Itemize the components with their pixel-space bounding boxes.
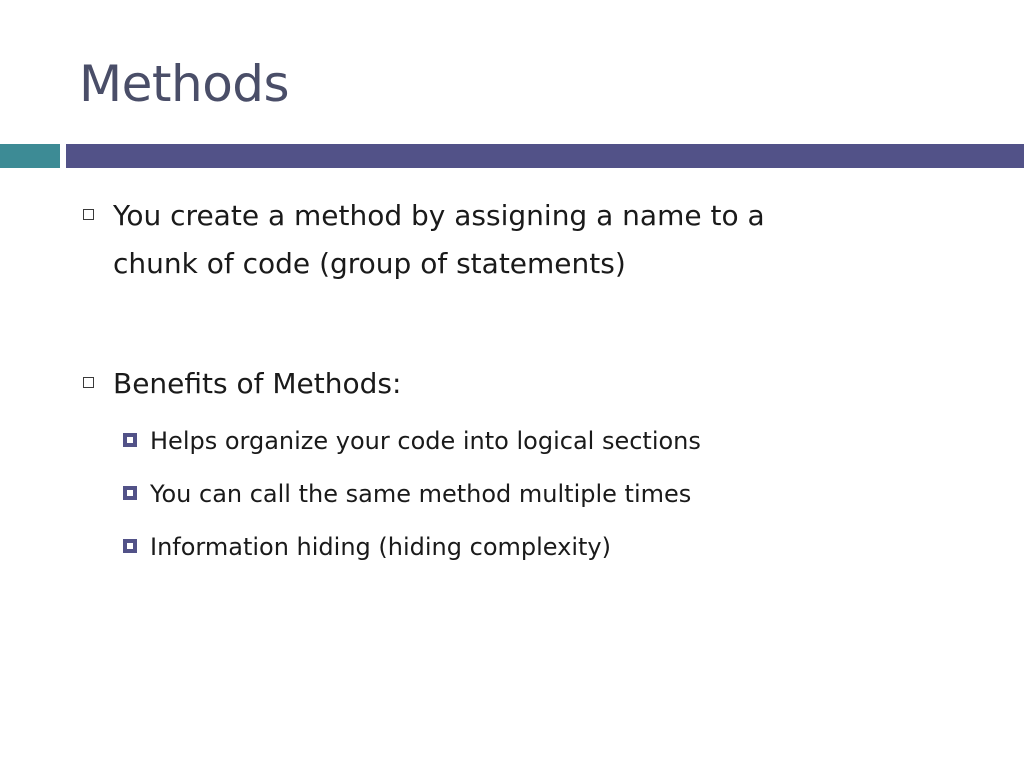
bullet-2-line-1: Benefits of Methods:	[113, 367, 402, 400]
filled-square-bullet-icon	[123, 486, 137, 500]
sub-bullet-1	[123, 414, 963, 467]
bullet-2-text	[113, 360, 401, 408]
sub-bullet-3	[123, 520, 963, 573]
bullet-1-line-2: chunk of code (group of statements)	[113, 247, 626, 280]
slide-title: Methods	[79, 55, 290, 113]
sub-bullet-2-text: You can call the same method multiple times	[150, 479, 692, 508]
title-underline-teal	[0, 144, 60, 168]
bullet-1-line-1: You create a method by assigning a name to a	[113, 199, 765, 232]
filled-square-bullet-icon	[123, 539, 137, 553]
sub-bullet-1-text: Helps organize your code into logical sections	[150, 426, 701, 455]
sub-bullet-list	[123, 414, 963, 573]
bullet-1-text	[113, 192, 765, 288]
sub-bullet-3-text: Information hiding (hiding complexity)	[150, 532, 611, 561]
filled-square-bullet-icon	[123, 433, 137, 447]
hollow-square-bullet-icon	[83, 209, 94, 220]
hollow-square-bullet-icon	[83, 377, 94, 388]
bullet-2	[83, 360, 943, 408]
title-underline-purple	[66, 144, 1024, 168]
bullet-1	[83, 192, 943, 288]
sub-bullet-2	[123, 467, 963, 520]
